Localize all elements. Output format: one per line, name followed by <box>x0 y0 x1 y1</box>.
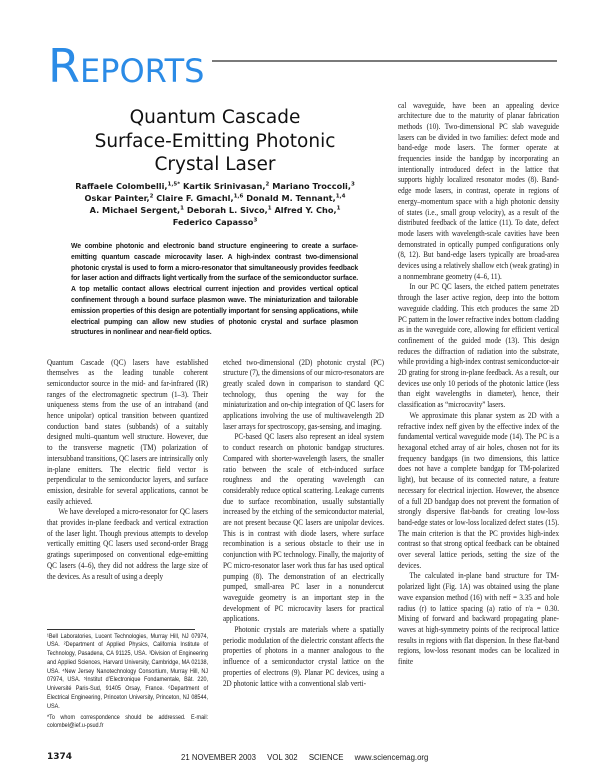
author-line <box>47 216 383 228</box>
author-affiliation: 1,5* <box>167 181 181 188</box>
author-list <box>47 180 383 228</box>
author-affiliation: 1 <box>267 205 272 212</box>
author-affiliation: 3 <box>350 181 355 188</box>
body-paragraph: Quantum Cascade (QC) lasers have established themselves as the leading tunable coherent semiconductor source in the mid- and far-infrared (IR) ranges of the electromagnetic spectrum (1–3). Their uniqueness stems from the use of an intraband (and hence unipolar) optical transition between quantized conduction band states (subbands) of a suitably designed multi–quantum well structure. However, due to the transverse magnetic (TM) polarization of intersubband transitions, QC lasers are intrinsically only in-plane emitters. The electric field vector is perpendicular to the semiconductor layers, and surface emission, desirable for several applications, cannot be easily achieved. <box>47 357 209 506</box>
section-heading: Reports <box>48 39 205 93</box>
author-affiliation: 3 <box>253 217 258 224</box>
author-name: Kartik Srinivasan, <box>183 181 266 191</box>
abstract: We combine photonic and electronic band structure engineering to create a surface-emitting quantum cascade microcavity laser. A high-index contrast two-dimensional photonic crystal is used to form a micro-resonator that simultaneously provides feedback for laser action and diffracts light vertically from the surface of the semiconductor surface. A top metallic contact allows electrical current injection and provides vertical optical confinement through a bound surface plasmon wave. The miniaturization and tailorable emission properties of this design are potentially important for sensing applications, while electrical pumping can allow new studies of photonic crystal and surface plasmon structures in nonlinear and near-field optics. <box>71 241 359 337</box>
author-name: Raffaele Colombelli, <box>75 181 168 191</box>
footnote-divider <box>47 629 195 630</box>
title-line: Quantum Cascade <box>129 107 301 128</box>
running-footer <box>181 752 437 763</box>
author-name: Alfred Y. Cho, <box>274 205 337 216</box>
volume: VOL 302 <box>267 753 298 762</box>
author-affiliation: 2 <box>265 181 270 188</box>
body-paragraph: Photonic crystals are materials where a spatially periodic modulation of the dielectric constant affects the properties of photons in a manner analogous to the influence of a semiconductor crystal lattice on the properties of electrons (9). Planar PC devices, using a 2D photonic lattice with a conventional slab verti- <box>223 625 385 688</box>
author-name: Claire F. Gmachl, <box>156 193 234 204</box>
author-affiliation: 1 <box>180 205 184 212</box>
author-affiliation: 1,4 <box>335 193 346 200</box>
body-paragraph: etched two-dimensional (2D) photonic crystal (PC) structure (7), the dimensions of our micro-resonators are greatly scaled down in comparison to standard QC technology, thus opening the way for the miniaturization and on-chip integration of QC lasers for applications involving the use of multiwavelength 2D laser arrays for spectroscopy, gas-sensing, and imaging. <box>223 357 385 431</box>
affiliations-footnote: ¹Bell Laboratories, Lucent Technologies, Murray Hill, NJ 07974, USA. ²Department of Applied Physics, California Institute of Technology, Pasadena, CA 91125, USA. ³Division of Engineering and Applied Sciences, Harvard University, Cambridge, MA 02138, USA. ⁴New Jersey Nanotechnology Consortium, Murray Hill, NJ 07974, USA. ⁵Institut d’Electronique Fondamentale, Bât. 220, Université Paris-Sud, 91405 Orsay, France. ⁶Department of Electrical Engineering, Princeton University, Princeton, NJ 08544, USA. <box>47 632 209 710</box>
author-affiliation: 1,6 <box>233 193 244 200</box>
header-rule <box>212 60 557 62</box>
title-line: Surface-Emitting Photonic <box>94 130 336 152</box>
author-name: Donald M. Tennant, <box>246 193 336 204</box>
journal-name: SCIENCE <box>308 753 344 762</box>
footnotes <box>47 633 208 732</box>
page-number: 1374 <box>47 752 73 762</box>
journal-url: www.sciencemag.org <box>354 753 429 762</box>
author-affiliation: 2 <box>149 193 154 200</box>
body-paragraph: PC-based QC lasers also represent an ideal system to conduct research on photonic bandgap structures. Compared with shorter-wavelength lasers, the smaller ratio between the scale of etch-induced surface roughness and the operating wavelength can considerably reduce optical scattering. Leakage currents due to surface recombination, usually substantially increased by the etching of the semiconductor material, are not present because QC lasers are unipolar devices. This is in contrast with diode lasers, where surface recombination is a serious obstacle to their use in conjunction with PC technology. Finally, the majority of PC micro-resonator laser work thus far has used optical pumping (8). The demonstration of an electrically pumped, small-area PC laser in a nonundercut waveguide geometry is an important step in the development of PC microcavity lasers for practical applications. <box>223 432 385 624</box>
body-column-2 <box>223 358 384 733</box>
body-column-3 <box>398 101 559 733</box>
article-title <box>47 106 383 177</box>
body-paragraph: We have developed a micro-resonator for QC lasers that provides in-plane feedback and vertical extraction of the laser light. Though previous attempts to develop vertically emitting QC lasers used second-order Bragg gratings superimposed on conventional edge-emitting QC lasers (4–6), they did not address the large size of the devices. As a result of using a deeply <box>47 507 209 581</box>
body-paragraph: cal waveguide, have been an appealing device architecture due to the maturity of planar fabrication methods (10). Two-dimensional PC slab waveguide lasers can be divided in two families: defect mode and band-edge mode lasers. The former operate at frequencies inside the bandgap by incorporating an intentionally introduced defect in the lattice that supports highly localized resonator modes (8). Band-edge mode lasers, in contrast, operate in regions of energy–momentum space with a high photonic density of states (i.e., small group velocity), as a result of the distributed feedback of the lattice (11). To date, defect mode lasers with wavelength-scale cavities have been demonstrated in optically pumped configurations only (8, 12). But band-edge lasers typically are broad-area devices using a relatively shallow etch (weak grating) in a nonmembrane geometry (4–6, 11). <box>398 100 560 281</box>
author-name: A. Michael Sergent, <box>89 205 181 216</box>
body-paragraph: We approximate this planar system as 2D with a refractive index neff given by the effective index of the fundamental vertical waveguide mode (14). The PC is a hexagonal etched array of air holes, chosen not for its frequency bandgaps (in two dimensions, this lattice does not have a complete bandgap for TM-polarized light), but because of its connected nature, a feature necessary for electrical injection. However, the absence of a full 2D bandgap does not prevent the formation of strongly dispersive flat-bands for creating low-loss band-edge states or low-loss localized defect states (15). The main criterion is that the PC provides high-index contrast so that strong optical feedback can be obtained over several lattice periods, setting the size of the devices. <box>398 410 560 570</box>
body-paragraph: The calculated in-plane band structure for TM-polarized light (Fig. 1A) was obtained using the plane wave expansion method (16) with neff = 3.35 and hole radius (r) to lattice spacing (a) ratio of r/a = 0.30. Mixing of forward and backward propagating plane-waves at high-symmetry points of the reciprocal lattice results in regions with flat dispersion. In these flat-band regions, low-loss resonant modes can be localized in finite <box>398 571 560 667</box>
issue-date: 21 NOVEMBER 2003 <box>181 753 256 762</box>
title-line: Crystal Laser <box>154 154 276 175</box>
author-name: Oskar Painter, <box>84 193 150 204</box>
body-paragraph: In our PC QC lasers, the etched pattern penetrates through the laser active region, deep into the bottom waveguide cladding. This etch produces the same 2D PC pattern in the lower refractive index bottom cladding as in the waveguide core, allowing for efficient vertical confinement of the guided mode (13). This design reduces the diffraction of radiation into the substrate, while providing a high-index contrast semiconductor-air 2D grating for strong in-plane feedback. As a result, our devices use only 10 periods of the photonic lattice (less than eight wavelengths in diameter), hence, their classification as “microcavity” lasers. <box>398 282 560 410</box>
body-column-1 <box>47 358 208 626</box>
author-line <box>47 180 383 192</box>
author-name: Deborah L. Sivco, <box>186 205 268 216</box>
author-name: Mariano Troccoli, <box>272 181 351 191</box>
author-line <box>47 204 383 216</box>
author-affiliation: 1 <box>336 205 341 212</box>
author-line <box>47 192 383 204</box>
author-name: Federico Capasso <box>172 217 254 228</box>
correspondence-footnote: *To whom correspondence should be addressed. E-mail: colombel@ief.u-psud.fr <box>47 713 209 730</box>
